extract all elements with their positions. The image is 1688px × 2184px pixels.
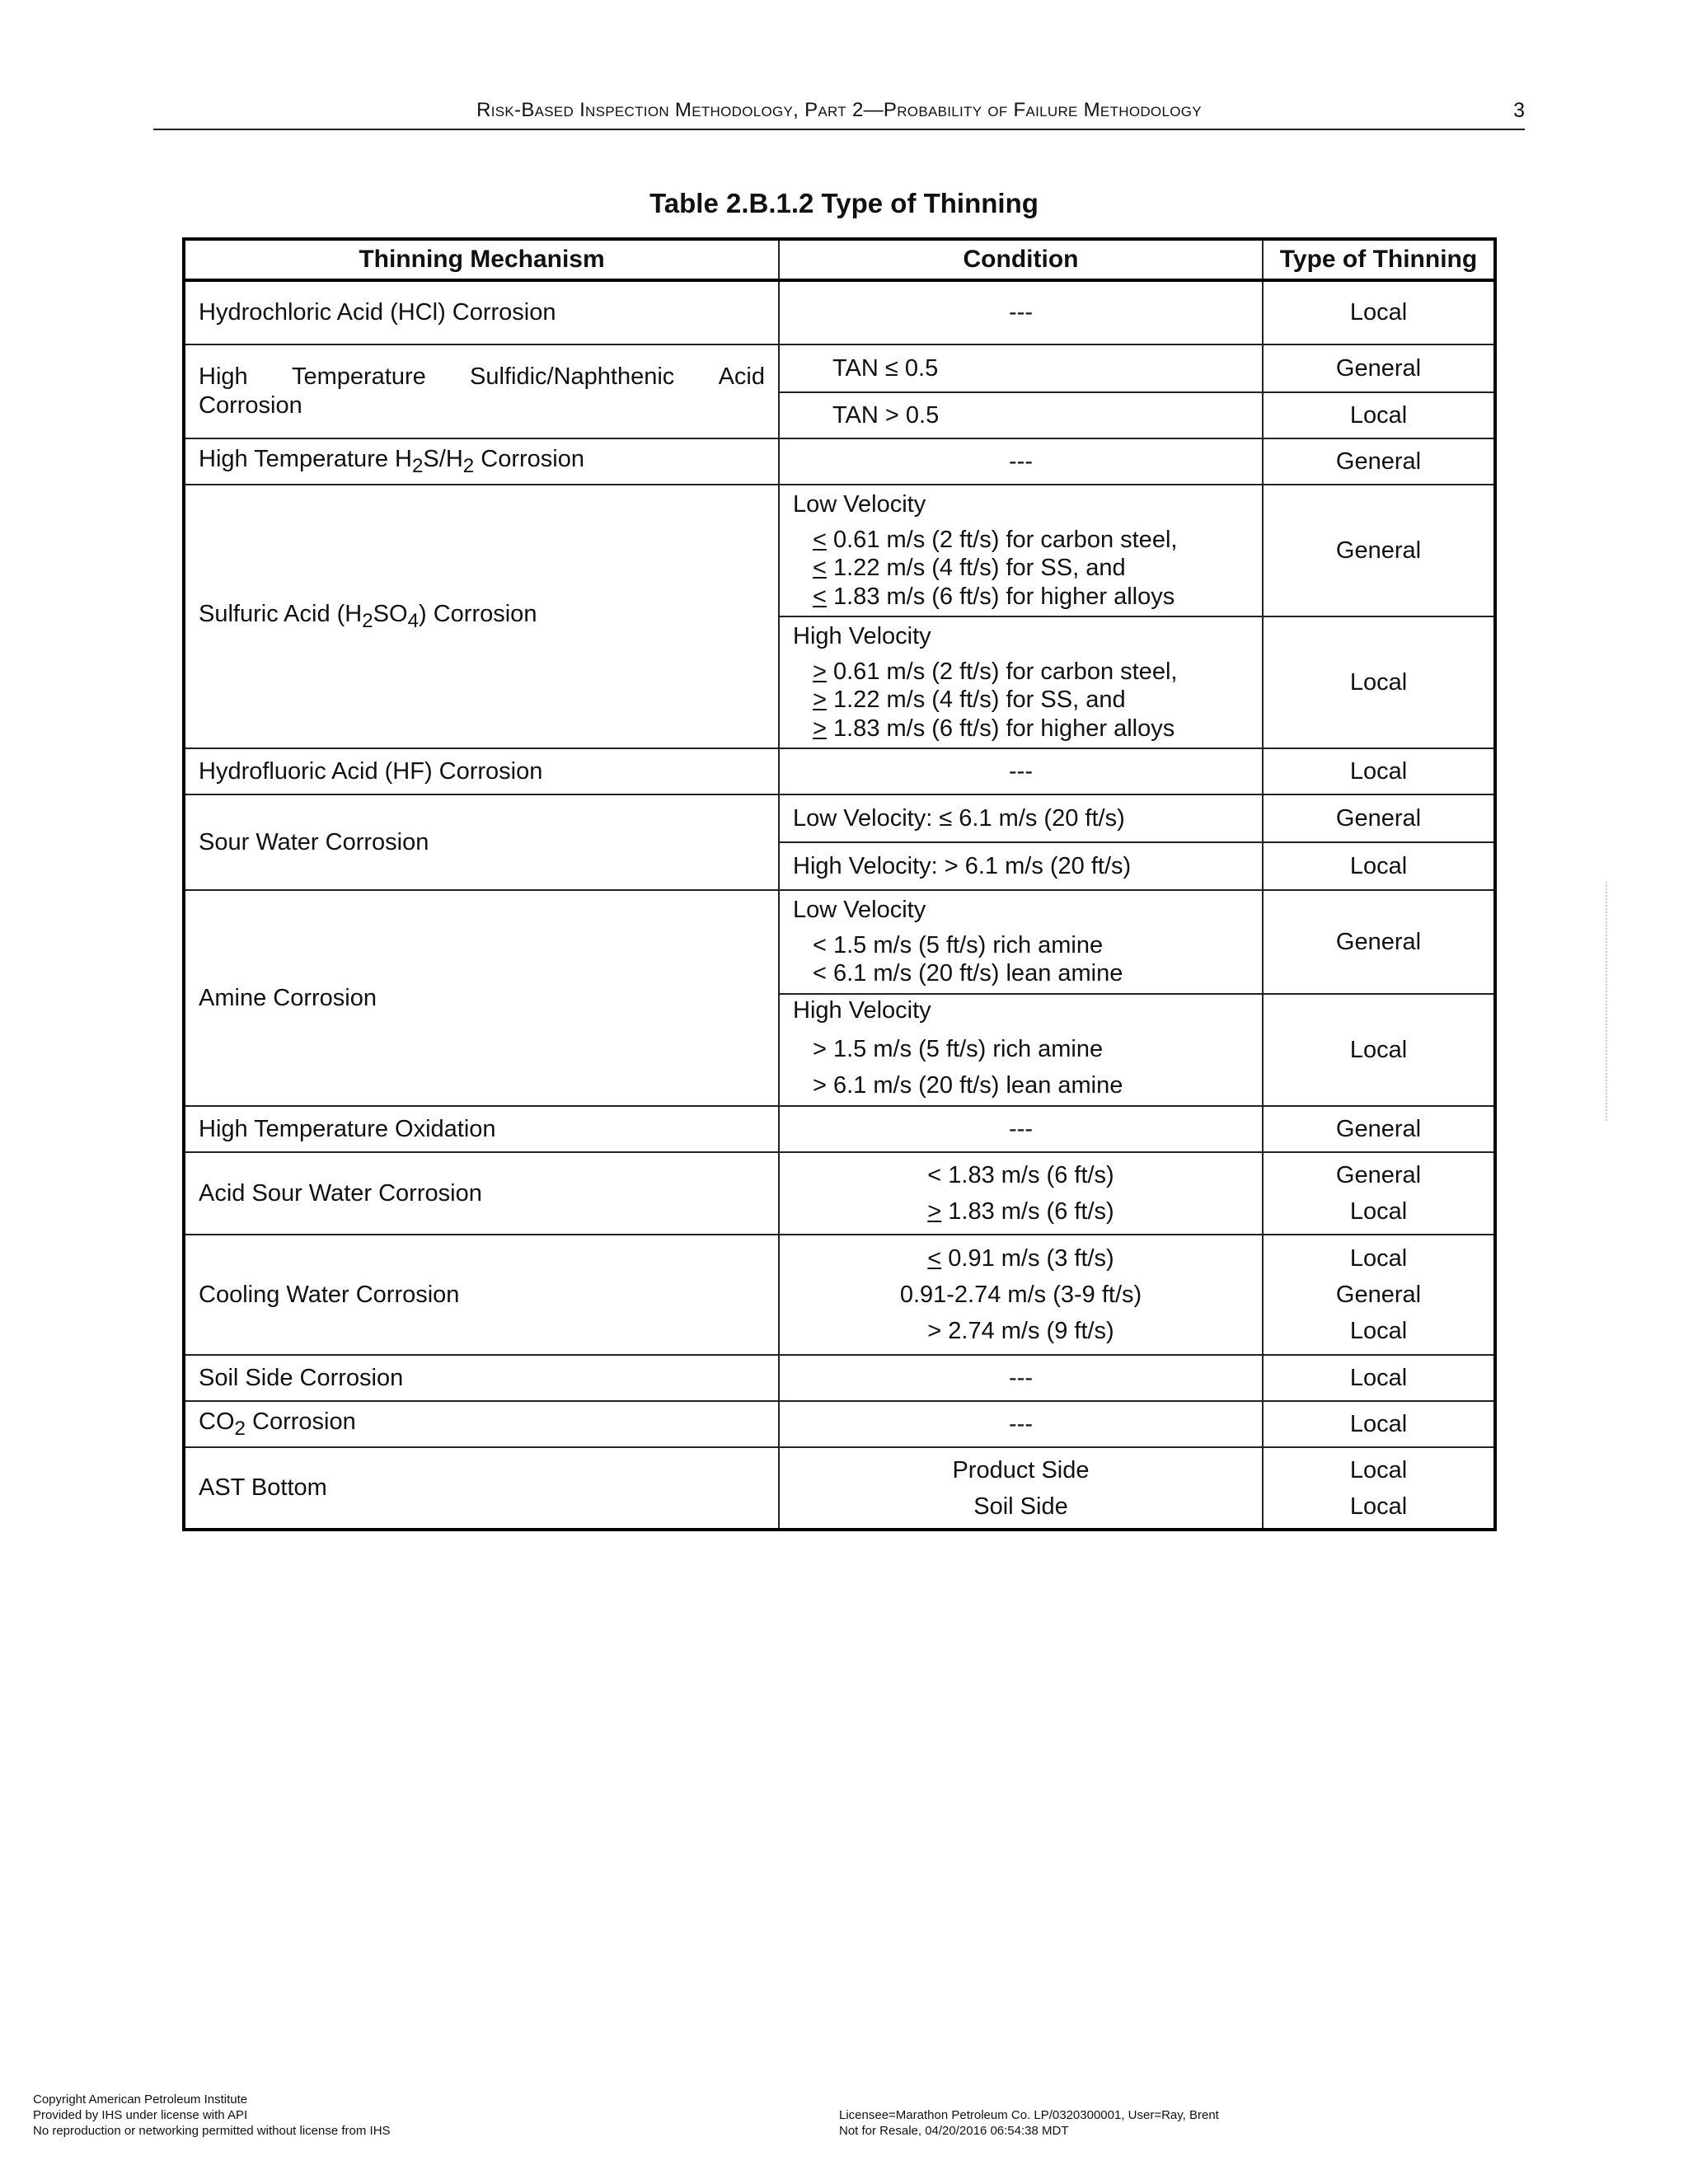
velocity-heading: Low Velocity [793, 491, 926, 518]
velocity-heading: High Velocity [793, 996, 931, 1024]
condition-cell [779, 1447, 1263, 1530]
table-row [184, 1106, 1495, 1152]
condition-cell: High Velocity: > 6.1 m/s (20 ft/s) [779, 842, 1263, 890]
mechanism-word: Acid [718, 363, 765, 391]
condition-cell: TAN > 0.5 [779, 392, 1263, 438]
margin-dotted-mark [1606, 882, 1611, 1121]
mechanism-cell: High Temperature Oxidation [184, 1106, 779, 1152]
condition-item: < 1.83 m/s (6 ft/s) [927, 1162, 1114, 1188]
condition-cell: --- [779, 1106, 1263, 1152]
condition-item: < 1.5 m/s (5 ft/s) rich amine [813, 932, 1104, 959]
condition-item: > 1.5 m/s (5 ft/s) rich amine [813, 1036, 1104, 1063]
type-cell: General [1263, 344, 1495, 392]
condition-cell [779, 485, 1263, 616]
condition-cell: --- [779, 748, 1263, 794]
type-cell [1263, 1152, 1495, 1235]
condition-item: Product Side [952, 1456, 1090, 1483]
table-row [184, 1152, 1495, 1235]
column-header-condition: Condition [779, 239, 1263, 280]
condition-cell [779, 1152, 1263, 1235]
condition-item: < 6.1 m/s (20 ft/s) lean amine [813, 960, 1123, 987]
condition-cell [779, 890, 1263, 994]
table-row [184, 485, 1495, 616]
type-item: Local [1349, 1198, 1408, 1225]
type-cell: Local [1263, 1355, 1495, 1401]
type-item: General [1335, 1162, 1422, 1188]
table-row [184, 1235, 1495, 1355]
footer-line: Not for Resale, 04/20/2016 06:54:38 MDT [839, 2124, 1069, 2138]
footer-license [839, 2107, 1219, 2139]
footer-line: Licensee=Marathon Petroleum Co. LP/0320300001, User=Ray, Brent [839, 2108, 1219, 2122]
mechanism-cell: Hydrofluoric Acid (HF) Corrosion [184, 748, 779, 794]
type-cell: Local [1263, 994, 1495, 1106]
table-row [184, 438, 1495, 485]
mechanism-word: Temperature [291, 363, 426, 391]
type-cell: Local [1263, 1401, 1495, 1447]
condition-item: > 1.83 m/s (6 ft/s) for higher alloys [813, 715, 1175, 742]
type-item: Local [1349, 1245, 1408, 1272]
condition-item: Soil Side [973, 1493, 1068, 1520]
running-header-title: Risk-Based Inspection Methodology, Part 2—Probability of Failure Methodology [476, 99, 1202, 121]
footer-line: Copyright American Petroleum Institute [33, 2093, 248, 2107]
condition-cell [779, 994, 1263, 1106]
mechanism-cell: Acid Sour Water Corrosion [184, 1152, 779, 1235]
type-cell: Local [1263, 392, 1495, 438]
condition-cell [779, 616, 1263, 748]
table-row [184, 1355, 1495, 1401]
type-item: Local [1349, 1456, 1408, 1483]
running-header [153, 97, 1525, 130]
type-cell: General [1263, 438, 1495, 485]
table-header-row [184, 239, 1495, 280]
table-row [184, 1401, 1495, 1447]
condition-item: > 2.74 m/s (9 ft/s) [927, 1318, 1114, 1344]
mechanism-word: Sulfidic/Naphthenic [470, 363, 675, 391]
condition-item: 0.91-2.74 m/s (3-9 ft/s) [899, 1282, 1142, 1308]
type-item: Local [1349, 1493, 1408, 1520]
type-cell: General [1263, 1106, 1495, 1152]
type-cell: Local [1263, 616, 1495, 748]
footer-line: No reproduction or networking permitted without license from IHS [33, 2124, 391, 2138]
mechanism-cell: High Temperature $H_2S/H_2$ Corrosion [184, 438, 779, 485]
mechanism-cell: Cooling Water Corrosion [184, 1235, 779, 1355]
table-row [184, 344, 1495, 392]
mechanism-cell: $CO_2$ Corrosion [184, 1401, 779, 1447]
mechanism-word: Corrosion [199, 392, 302, 419]
condition-item: > 6.1 m/s (20 ft/s) lean amine [813, 1072, 1123, 1099]
table-row [184, 748, 1495, 794]
condition-item: < 0.91 m/s (3 ft/s) [927, 1245, 1114, 1272]
thinning-table [182, 237, 1497, 1531]
condition-item: > 1.83 m/s (6 ft/s) [927, 1198, 1114, 1225]
type-cell: Local [1263, 280, 1495, 344]
table-caption: Table 2.B.1.2 Type of Thinning [649, 188, 1039, 218]
condition-cell [779, 1235, 1263, 1355]
condition-item: < 1.83 m/s (6 ft/s) for higher alloys [813, 583, 1175, 610]
type-cell: General [1263, 890, 1495, 994]
footer-line: Provided by IHS under license with API [33, 2108, 248, 2122]
table-row [184, 1447, 1495, 1530]
table-row [184, 280, 1495, 344]
condition-cell: TAN ≤ 0.5 [779, 344, 1263, 392]
type-cell: General [1263, 794, 1495, 842]
footer-copyright [33, 2092, 391, 2139]
mechanism-cell: Soil Side Corrosion [184, 1355, 779, 1401]
mechanism-cell: Hydrochloric Acid (HCl) Corrosion [184, 280, 779, 344]
condition-cell: --- [779, 438, 1263, 485]
condition-cell: --- [779, 280, 1263, 344]
table-row [184, 794, 1495, 842]
condition-item: < 0.61 m/s (2 ft/s) for carbon steel, [813, 527, 1178, 554]
condition-item: > 0.61 m/s (2 ft/s) for carbon steel, [813, 658, 1178, 686]
condition-item: < 1.22 m/s (4 ft/s) for SS, and [813, 555, 1126, 582]
condition-cell: --- [779, 1401, 1263, 1447]
mechanism-word: High [199, 363, 248, 391]
type-item: General [1335, 1282, 1422, 1308]
mechanism-cell: Sulfuric Acid $(H_2SO_4)$ Corrosion [184, 485, 779, 748]
mechanism-cell [184, 344, 779, 438]
mechanism-cell: Sour Water Corrosion [184, 794, 779, 890]
mechanism-justified-line [199, 363, 765, 391]
column-header-type: Type of Thinning [1263, 239, 1495, 280]
type-cell: Local [1263, 842, 1495, 890]
velocity-heading: Low Velocity [793, 897, 926, 924]
type-item: Local [1349, 1318, 1408, 1344]
condition-cell: --- [779, 1355, 1263, 1401]
mechanism-cell: AST Bottom [184, 1447, 779, 1530]
table-row [184, 890, 1495, 994]
type-cell: General [1263, 485, 1495, 616]
velocity-heading: High Velocity [793, 623, 931, 650]
mechanism-cell: Amine Corrosion [184, 890, 779, 1106]
type-cell [1263, 1447, 1495, 1530]
type-cell [1263, 1235, 1495, 1355]
page-number: 3 [1513, 99, 1525, 122]
condition-cell: Low Velocity: ≤ 6.1 m/s (20 ft/s) [779, 794, 1263, 842]
type-cell: Local [1263, 748, 1495, 794]
column-header-mechanism: Thinning Mechanism [184, 239, 779, 280]
condition-item: > 1.22 m/s (4 ft/s) for SS, and [813, 687, 1126, 714]
